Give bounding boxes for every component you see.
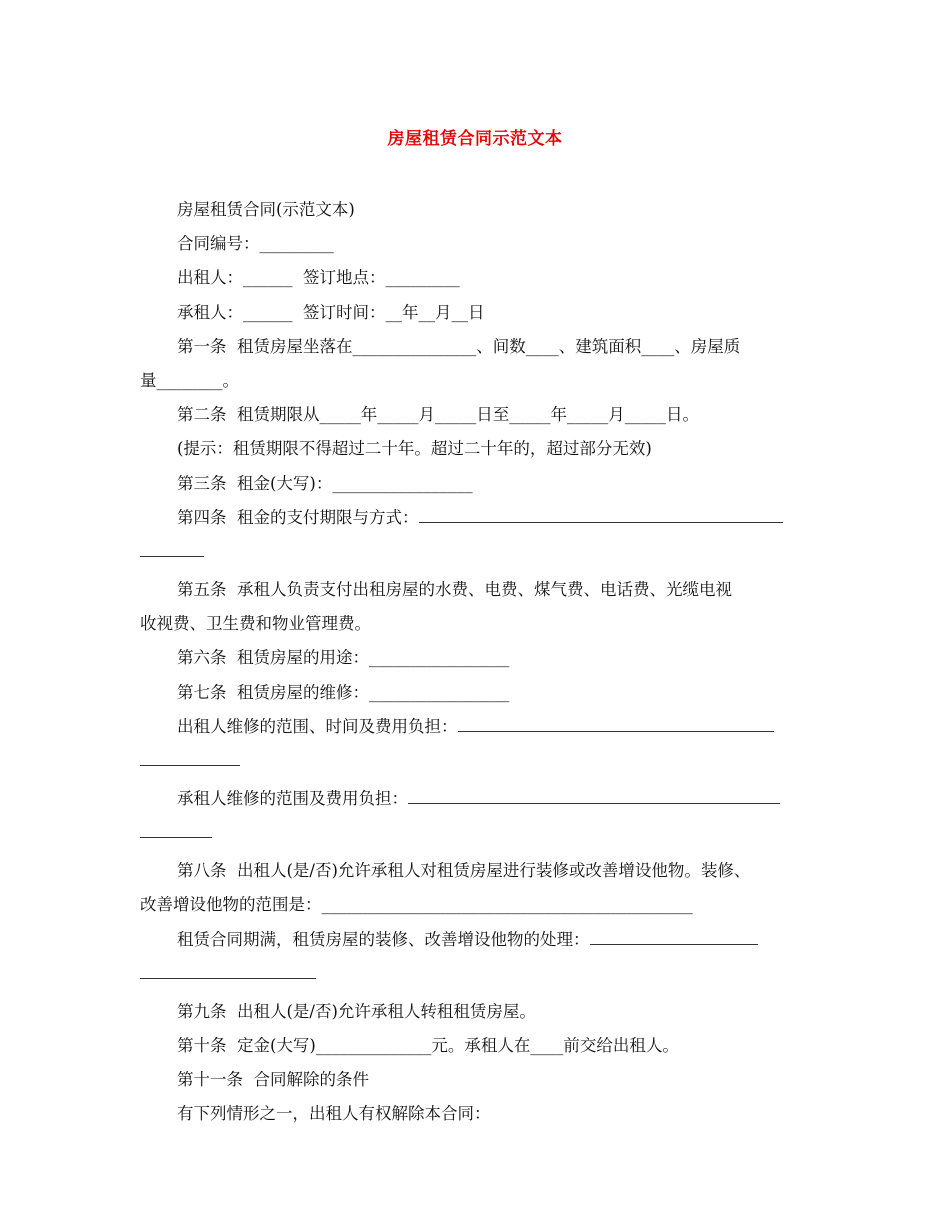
line-text: 承租人：______ 签订时间：__年__月__日	[177, 302, 485, 322]
article-1-cont	[140, 364, 812, 398]
article-6	[140, 641, 812, 675]
document-title: 房屋租赁合同示范文本	[387, 129, 563, 149]
article-3	[140, 467, 812, 501]
line-text: 第十一条 合同解除的条件	[177, 1070, 369, 1090]
blank-line	[140, 536, 204, 557]
lessee-repair-line	[140, 782, 812, 816]
line-text: 合同编号：_________	[177, 234, 334, 254]
lease-expiry-cont	[140, 957, 812, 995]
line-text: 第二条 租赁期限从_____年_____月_____日至_____年_____月_____日。	[177, 405, 699, 425]
blank-line	[590, 930, 758, 945]
blank-line	[140, 745, 240, 766]
blank-line	[408, 789, 780, 804]
lessor-repair-cont	[140, 744, 812, 782]
article-8	[140, 854, 812, 888]
line-text: 租赁合同期满，租赁房屋的装修、改善增设他物的处理：	[177, 929, 590, 949]
document-body	[140, 193, 812, 1132]
line-text: 第五条 承租人负责支付出租房屋的水费、电费、煤气费、电话费、光缆电视	[177, 580, 732, 600]
line-text: 收视费、卫生费和物业管理费。	[140, 614, 371, 634]
line-text: 承租人维修的范围及费用负担：	[177, 789, 408, 809]
line-text: 第一条 租赁房屋坐落在_______________、间数____、建筑面积____、房屋质	[177, 336, 741, 356]
lessee-line	[140, 296, 812, 330]
lease-expiry-line	[140, 923, 812, 957]
article-5-cont	[140, 607, 812, 641]
line-text: 改善增设他物的范围是：_____________________________________________	[140, 895, 693, 915]
line-text: 第七条 租赁房屋的维修：_________________	[177, 682, 510, 702]
line-text: 第十条 定金(大写)______________元。承租人在____前交给出租人。	[177, 1036, 679, 1056]
article-9	[140, 995, 812, 1029]
line-text: 第六条 租赁房屋的用途：_________________	[177, 648, 510, 668]
article-2-note	[140, 432, 812, 466]
article-1	[140, 330, 812, 364]
blank-line	[419, 508, 783, 523]
line-text: 出租人：______ 签订地点：_________	[177, 268, 460, 288]
line-text: 第四条 租金的支付期限与方式：	[177, 507, 419, 527]
article-8-cont	[140, 888, 812, 922]
line-text: 第八条 出租人(是/否)允许承租人对租赁房屋进行装修或改善增设他物。装修、	[177, 861, 751, 881]
line-text: (提示：租赁期限不得超过二十年。超过二十年的，超过部分无效)	[177, 439, 652, 459]
article-4-cont	[140, 535, 812, 573]
blank-line	[140, 958, 316, 979]
article-4	[140, 501, 812, 535]
article-7	[140, 676, 812, 710]
line-text: 第三条 租金(大写)：_________________	[177, 473, 473, 493]
line-text: 房屋租赁合同(示范文本)	[177, 200, 355, 219]
article-5	[140, 573, 812, 607]
termination-conditions-line	[140, 1097, 812, 1131]
blank-line	[140, 817, 212, 838]
lessor-line	[140, 261, 812, 295]
article-10	[140, 1029, 812, 1063]
lessor-repair-line	[140, 710, 812, 744]
line-text: 出租人维修的范围、时间及费用负担：	[177, 716, 458, 736]
line-text: 有下列情形之一，出租人有权解除本合同：	[177, 1104, 491, 1124]
line-text: 量________。	[140, 371, 239, 391]
contract-heading	[140, 193, 812, 227]
article-11	[140, 1063, 812, 1097]
article-2	[140, 398, 812, 432]
lessee-repair-cont	[140, 816, 812, 854]
line-text: 第九条 出租人(是/否)允许承租人转租租赁房屋。	[177, 1001, 536, 1021]
contract-number-line	[140, 227, 812, 261]
blank-line	[458, 717, 774, 732]
